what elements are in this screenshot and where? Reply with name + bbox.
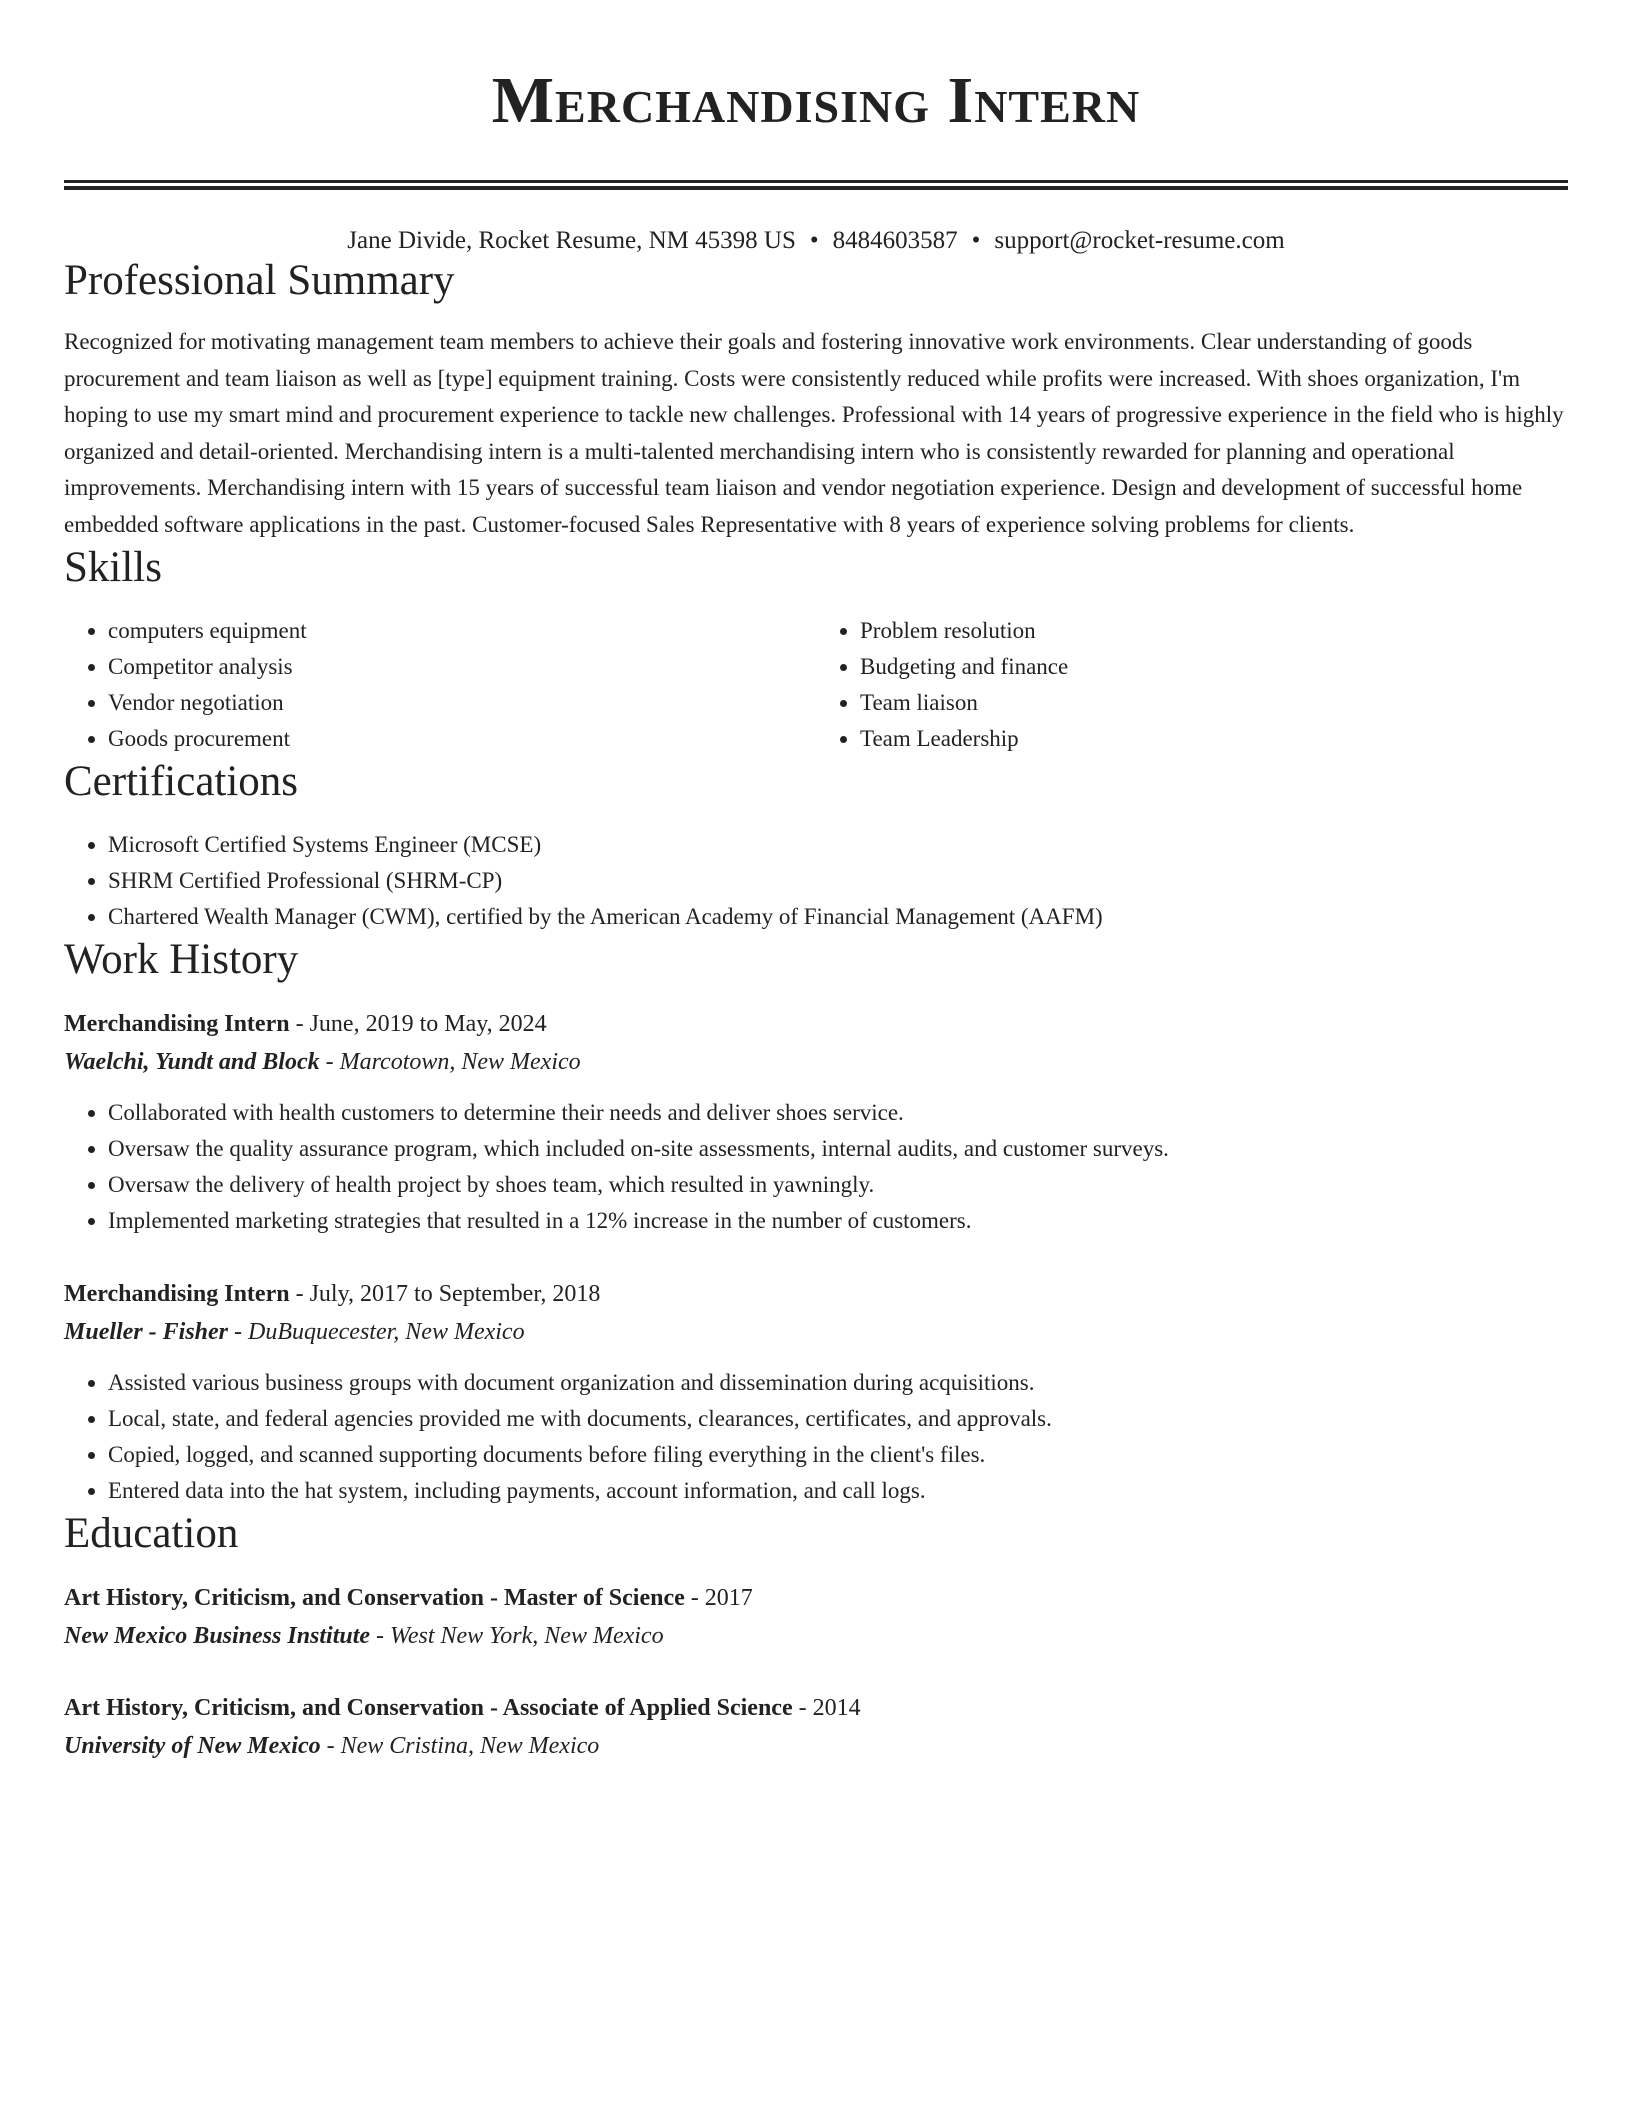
contact-address: Jane Divide, Rocket Resume, NM 45398 US bbox=[347, 227, 796, 254]
skill-item: • computers equipment bbox=[108, 613, 816, 649]
job-dates: - June, 2019 to May, 2024 bbox=[289, 1011, 547, 1037]
education-heading: Education bbox=[64, 1510, 239, 1557]
education-entry bbox=[64, 1691, 1568, 1763]
contact-phone: 8484603587 bbox=[832, 227, 958, 254]
degree-name: Art History, Criticism, and Conservation - Master of Science bbox=[64, 1585, 685, 1611]
job-duty-item: • Oversaw the quality assurance program, which included on-site assessments, internal audits, and customer surveys. bbox=[108, 1131, 1568, 1167]
skill-item: • Problem resolution bbox=[860, 613, 1568, 649]
contact-email: support@rocket-resume.com bbox=[994, 227, 1285, 254]
job-duty-item: • Assisted various business groups with document organization and dissemination during acquisitions. bbox=[108, 1365, 1568, 1401]
title-divider bbox=[64, 180, 1568, 190]
school-location: - West New York, New Mexico bbox=[370, 1623, 664, 1649]
job-entry bbox=[64, 1007, 1568, 1239]
skills-left-list bbox=[64, 613, 816, 757]
work-history-heading: Work History bbox=[64, 936, 299, 983]
summary-text: Recognized for motivating management team members to achieve their goals and fostering innovative work environments. Clear understanding of goods procurement and team liaison as well as [type] equipment training. Costs were consistently reduced while profits were increased. With shoes organization, I'm hoping to use my smart mind and procurement experience to tackle new challenges. Professional with 14 years of progressive experience in the field who is highly organized and detail-oriented. Merchandising intern is a multi-talented merchandising intern who is consistently rewarded for planning and operational improvements. Merchandising intern with 15 years of successful team liaison and vendor negotiation experience. Design and development of successful home embedded software applications in the past. Customer-focused Sales Representative with 8 years of experience solving problems for clients. bbox=[64, 329, 1564, 537]
company-location: - Marcotown, New Mexico bbox=[319, 1049, 581, 1075]
school-name: New Mexico Business Institute bbox=[64, 1623, 371, 1649]
skill-item: • Team liaison bbox=[860, 685, 1568, 721]
job-duty-item: • Collaborated with health customers to determine their needs and deliver shoes service. bbox=[108, 1095, 1568, 1131]
skill-item: • Goods procurement bbox=[108, 721, 816, 757]
company-location: - DuBuquecester, New Mexico bbox=[228, 1319, 525, 1345]
school-line bbox=[64, 1729, 1568, 1763]
company-line bbox=[64, 1045, 1568, 1079]
job-entry bbox=[64, 1277, 1568, 1509]
job-duty-item: • Implemented marketing strategies that resulted in a 12% increase in the number of customers. bbox=[108, 1203, 1568, 1239]
skills-heading: Skills bbox=[64, 544, 162, 591]
skill-item: • Team Leadership bbox=[860, 721, 1568, 757]
company-name: Mueller - Fisher bbox=[64, 1319, 229, 1345]
job-duty-item: • Copied, logged, and scanned supporting documents before filing everything in the client's files. bbox=[108, 1437, 1568, 1473]
skill-item: • Vendor negotiation bbox=[108, 685, 816, 721]
degree-line bbox=[64, 1581, 1568, 1615]
certification-item: • Chartered Wealth Manager (CWM), certified by the American Academy of Financial Management (AAFM) bbox=[108, 899, 1568, 935]
company-name: Waelchi, Yundt and Block bbox=[64, 1049, 320, 1075]
job-duties-list bbox=[64, 1095, 1568, 1239]
job-title-line bbox=[64, 1007, 1568, 1041]
skills-columns bbox=[64, 613, 1568, 757]
contact-separator: • bbox=[809, 227, 819, 254]
contact-separator: • bbox=[971, 227, 981, 254]
job-duty-item: • Entered data into the hat system, including payments, account information, and call logs. bbox=[108, 1473, 1568, 1509]
resume-title: Merchandising Intern bbox=[491, 64, 1141, 137]
job-dates: - July, 2017 to September, 2018 bbox=[289, 1281, 601, 1307]
summary-heading: Professional Summary bbox=[64, 257, 455, 304]
certifications-heading: Certifications bbox=[64, 758, 299, 805]
certifications-list bbox=[64, 827, 1568, 935]
school-location: - New Cristina, New Mexico bbox=[320, 1733, 600, 1759]
job-duty-item: • Local, state, and federal agencies provided me with documents, clearances, certificates, and approvals. bbox=[108, 1401, 1568, 1437]
degree-year: - 2014 bbox=[792, 1695, 861, 1721]
degree-year: - 2017 bbox=[684, 1585, 753, 1611]
school-line bbox=[64, 1619, 1568, 1653]
contact-line bbox=[64, 226, 1568, 256]
skill-item: • Competitor analysis bbox=[108, 649, 816, 685]
degree-name: Art History, Criticism, and Conservation - Associate of Applied Science bbox=[64, 1695, 793, 1721]
job-title-line bbox=[64, 1277, 1568, 1311]
education-entry bbox=[64, 1581, 1568, 1653]
company-line bbox=[64, 1315, 1568, 1349]
skills-right-list bbox=[816, 613, 1568, 757]
school-name: University of New Mexico bbox=[64, 1733, 321, 1759]
job-duty-item: • Oversaw the delivery of health project by shoes team, which resulted in yawningly. bbox=[108, 1167, 1568, 1203]
certification-item: • Microsoft Certified Systems Engineer (MCSE) bbox=[108, 827, 1568, 863]
job-title: Merchandising Intern bbox=[64, 1011, 290, 1037]
skill-item: • Budgeting and finance bbox=[860, 649, 1568, 685]
certification-item: • SHRM Certified Professional (SHRM-CP) bbox=[108, 863, 1568, 899]
job-duties-list bbox=[64, 1365, 1568, 1509]
job-title: Merchandising Intern bbox=[64, 1281, 290, 1307]
degree-line bbox=[64, 1691, 1568, 1725]
